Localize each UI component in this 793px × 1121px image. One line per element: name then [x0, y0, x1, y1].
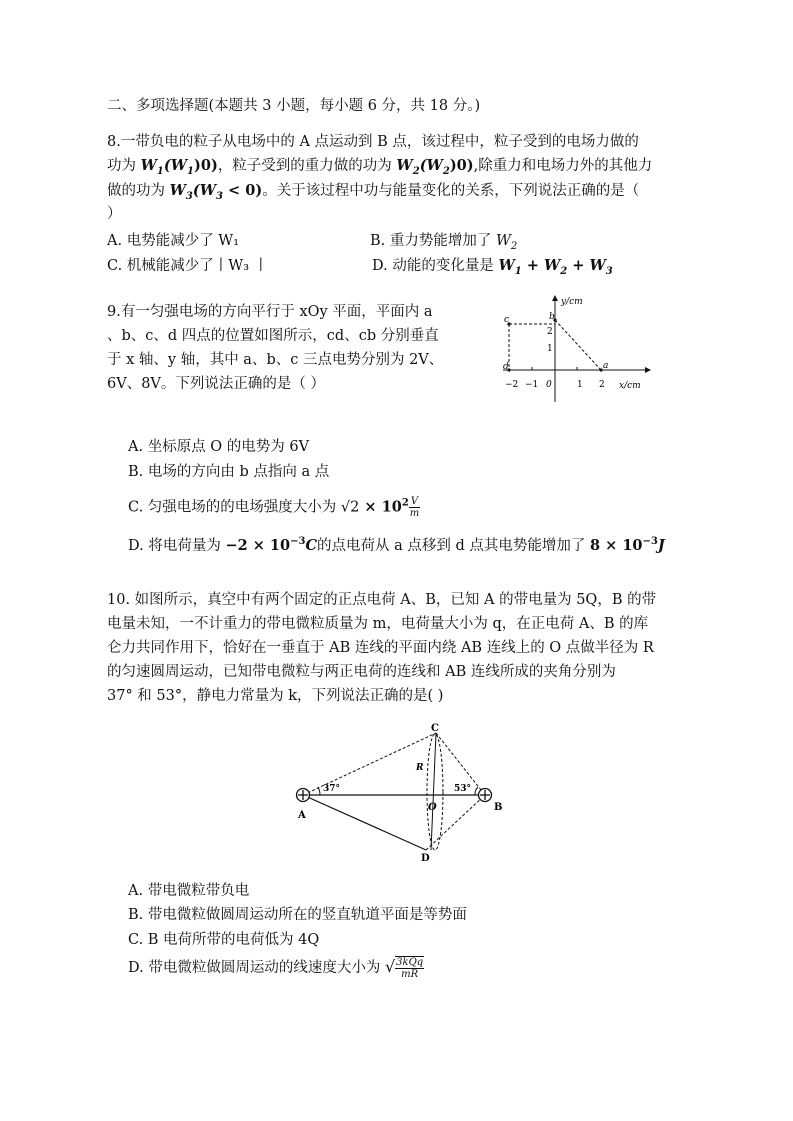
y-tick-1: 1	[547, 344, 553, 354]
charge-a-icon	[297, 789, 310, 802]
label-A: A	[298, 810, 306, 821]
q8-option-a[interactable]: A. 电势能减少了 W₁	[107, 233, 240, 249]
q9-stem-line1: 9.有一匀强电场的方向平行于 xOy 平面，平面内 a	[107, 304, 433, 320]
charge-b-icon	[479, 789, 492, 802]
q10-option-b[interactable]: B. 带电微粒做圆周运动所在的竖直轨道平面是等势面	[128, 907, 467, 923]
q10-stem-line5: 37° 和 53°，静电力常量为 k，下列说法正确的是( )	[107, 688, 444, 704]
q8-stem-line3: 做的功为 $W_3(W_3 < 0)$。关于该过程中功与能量变化的关系，下列说法正确的是（	[107, 182, 640, 202]
q9-option-c[interactable]: C. 匀强电场的的电场强度大小为 $√2 \times 10^2$ $\frac{V}{m}$	[128, 496, 420, 519]
q9-option-d[interactable]: D. 将电荷量为 $-2 \times 10^{-3}C$的点电荷从 a 点移到 d 点其电势能增加了 $8 \times 10^{-3}J$	[128, 536, 665, 554]
q9-option-a[interactable]: A. 坐标原点 O 的电势为 6V	[128, 439, 310, 455]
q10-stem-line3: 仑力共同作用下，恰好在一垂直于 AB 连线的平面内绕 AB 连线上的 O 点做半径为 R	[107, 640, 654, 656]
label-C: C	[431, 723, 439, 734]
x-axis-label: x/cm	[619, 381, 641, 391]
label-c: c	[504, 315, 510, 325]
q9-stem-line4: 6V、8V。下列说法正确的是（ ）	[107, 376, 326, 392]
q10-stem-line2: 电量未知，一不计重力的带电微粒质量为 m，电荷量大小为 q，在正电荷 A、B 的库	[107, 616, 649, 632]
label-O: O	[428, 802, 437, 813]
label-d: d	[503, 362, 509, 372]
label-R: R	[416, 763, 424, 773]
label-D: D	[421, 853, 430, 864]
x-tick-0: 0	[546, 380, 552, 390]
q9-coordinate-figure	[495, 292, 655, 407]
q10-stem-line4: 的匀速圆周运动，已知带电微粒与两正电荷的连线和 AB 连线所成的夹角分别为	[107, 664, 616, 680]
q8-stem-line1: 8.一带负电的粒子从电场中的 A 点运动到 B 点，该过程中，粒子受到的电场力做的	[107, 134, 639, 150]
label-b: b	[549, 312, 555, 322]
q10-charges-figure	[288, 720, 518, 870]
angle-53: 53°	[454, 784, 472, 794]
q10-option-d[interactable]: D. 带电微粒做圆周运动的线速度大小为 √ $\frac{\text{3kQq}}{mR}$	[128, 957, 424, 980]
y-tick-2: 2	[547, 327, 553, 337]
section-title: 二、多项选择题(本题共 3 小题，每小题 6 分，共 18 分。)	[107, 98, 481, 114]
angle-37: 37°	[323, 784, 341, 794]
q9-option-b[interactable]: B. 电场的方向由 b 点指向 a 点	[128, 464, 330, 480]
label-B: B	[494, 802, 503, 813]
q8-stem-line2: 功为 $W_1(W_1)0$)，粒子受到的重力做的功为 $W_2(W_2)0$),除重力和电场力外的其他力	[107, 157, 653, 177]
q9-stem-line2: 、b、c、d 四点的位置如图所示，cd、cb 分别垂直	[107, 328, 439, 344]
x-tick-neg2: −2	[505, 380, 519, 390]
q10-option-a[interactable]: A. 带电微粒带负电	[128, 883, 250, 899]
x-tick-2: 2	[599, 380, 605, 390]
q10-option-c[interactable]: C. B 电荷所带的电荷低为 4Q	[128, 932, 320, 948]
q9-stem-line3: 于 x 轴、y 轴，其中 a、b、c 三点电势分别为 2V、	[107, 352, 444, 368]
q8-option-d[interactable]: D. 动能的变化量是 $W_1 + W_2 + W_3$	[372, 257, 613, 277]
label-a: a	[603, 361, 609, 371]
q10-stem-line1: 10. 如图所示，真空中有两个固定的正点电荷 A、B，已知 A 的带电量为 5Q，B 的带	[107, 592, 657, 608]
x-tick-neg1: −1	[525, 380, 539, 390]
q8-option-c[interactable]: C. 机械能减少了丨W₃ 丨	[107, 258, 269, 274]
x-tick-1: 1	[577, 380, 583, 390]
y-axis-label: y/cm	[561, 297, 583, 307]
q8-option-b[interactable]: B. 重力势能增加了 $W_2$	[370, 233, 518, 252]
q8-stem-line4: ）	[107, 206, 122, 222]
